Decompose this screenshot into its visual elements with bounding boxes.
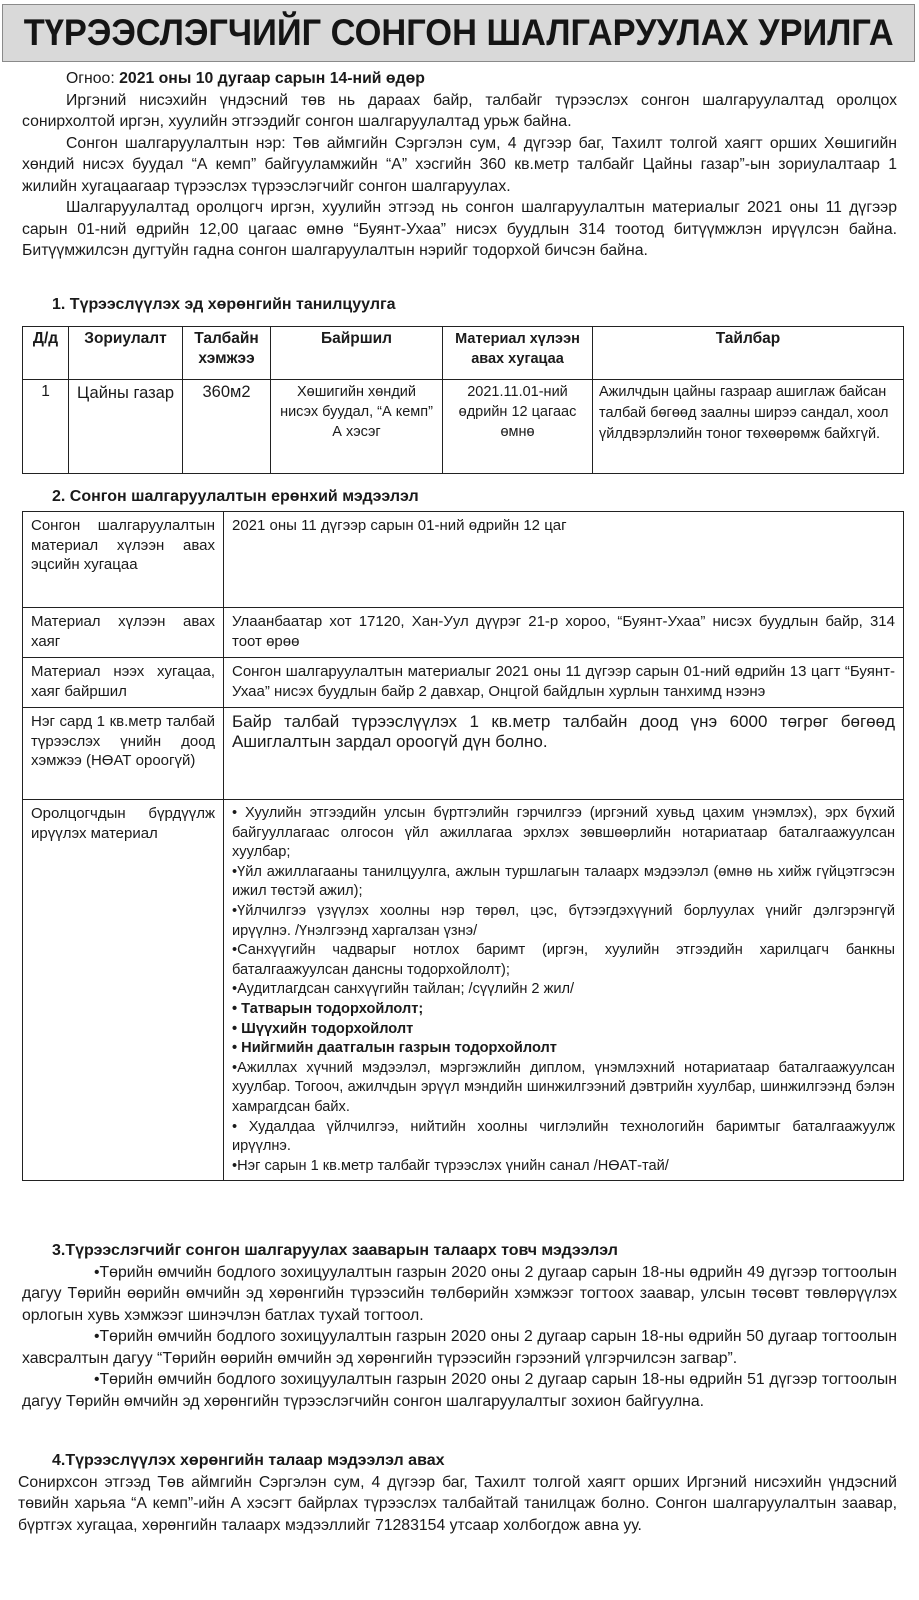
list-item: •Ажиллах хүчний мэдээлэл, мэргэжлийн диплом, үнэмлэхний нотариатаар баталгаажуулсан хуулбар. Тогооч, ажилчдын эрүүл мэндийн шинжилгээний дэвтрийн хуулбар, шинжилгээнд бэлэн хамрагдсан байх. <box>232 1059 895 1115</box>
deadline-value: 2021 оны 11 дүгээр сарын 01-ний өдрийн 12 цаг <box>224 512 904 608</box>
section-2-heading: 2. Сонгон шалгаруулалтын ерөнхий мэдээлэл <box>52 488 419 505</box>
address-value: Улаанбаатар хот 17120, Хан-Уул дүүрэг 21-р хороо, “Буянт-Ухаа” нисэх буудлын байр, 314 тоот өрөө <box>224 608 904 658</box>
list-item: • Худалдаа үйлчилгээ, нийтийн хоолны чиглэлийн технологийн баримтыг баталгаажуулж ирүүлнэ. <box>232 1118 895 1155</box>
intro-paragraph-3: Шалгаруулалтад оролцогч иргэн, хуулийн этгээд нь сонгон шалгаруулалтын материалыг 2021 оны 11 дүгээр сарын 01-ний өдрийн 12,00 цагаас өмнө “Буянт-Ухаа” нисэх буудлын 314 тоотод битүүмжлэн ирүүлсэн байна. Битүүмжилсэн дугтуйн гадна сонгон шалгаруулалтын нэрийг тодорхой бичсэн байна. <box>22 199 897 259</box>
header-deadline: Материал хүлээн авах хугацаа <box>443 327 593 380</box>
cell-note: Ажилчдын цайны газраар ашиглаж байсан талбай бөгөөд заалны ширээ сандал, хоол үйлдвэрлэлийн тоног төхөөрөмж байхгүй. <box>593 380 904 474</box>
table-row <box>23 380 904 474</box>
date-value: 2021 оны 10 дугаар сарын 14-ний өдөр <box>119 70 425 87</box>
address-label: Материал хүлээн авах хаяг <box>23 608 224 658</box>
section-4-paragraph: Сонирхсон этгээд Төв аймгийн Сэргэлэн сум, 4 дүгээр баг, Тахилт толгой хаягт орших Иргэний нисэхийн үндэсний төвийн харьяа “А кемп”-ийн А хэсэгт байрлах түрээслэх талбайтай танилцаж болно. Сонгон шалгаруулалтын заавар, бүртгэх хугацаа, хөрөнгийн талаарх мэдээллийг 71283154 утсаар холбогдож авна уу. <box>18 1473 897 1534</box>
section-3-heading: 3.Түрээслэгчийг сонгон шалгаруулах зааварын талаарх товч мэдээлэл <box>52 1242 618 1259</box>
section-3 <box>0 1240 919 1412</box>
cell-area: 360м2 <box>183 380 271 474</box>
list-item: • Нийгмийн даатгалын газрын тодорхойлолт <box>232 1040 557 1057</box>
deadline-label: Сонгон шалгаруулалтын материал хүлээн авах эцсийн хугацаа <box>23 512 224 608</box>
table-row <box>23 512 904 608</box>
list-item: •Үйлчилгээ үзүүлэх хоолны нэр төрөл, цэс, бүтээгдэхүүний борлуулах үнийг дэлгэрэнгүй ирүүлнэ. /Үнэлгээнд харгалзан үзнэ/ <box>232 902 895 939</box>
list-item: •Үйл ажиллагааны танилцуулга, ажлын туршлагын талаарх мэдээлэл (өмнө нь хийж гүйцэтгэсэн ижил төстэй ажил); <box>232 863 895 900</box>
cell-purpose: Цайны газар <box>69 380 183 474</box>
table-row <box>23 608 904 658</box>
header-no: Д/д <box>23 327 69 380</box>
general-info-table <box>22 511 904 1181</box>
table-row <box>23 708 904 800</box>
section-3-paragraph-2: •Төрийн өмчийн бодлого зохицуулалтын газрын 2020 оны 2 дугаар сарын 18-ны өдрийн 50 дугаар тогтоолын хавсралтын дагуу “Төрийн өөрийн өмчийн эд хөрөнгийн түрээсийн гэрээний үлгэрчилсэн загвар”. <box>22 1328 897 1367</box>
min-price-value: Байр талбай түрээслүүлэх 1 кв.метр талбайн доод үнэ 6000 төгрөг бөгөөд Ашиглалтын зардал ороогүй дүн болно. <box>224 708 904 800</box>
cell-no: 1 <box>23 380 69 474</box>
documents-list <box>224 800 904 1181</box>
documents-label: Оролцогчдын бүрдүүлж ирүүлэх материал <box>23 800 224 1181</box>
date-line <box>22 68 897 90</box>
list-item: • Шүүхийн тодорхойлолт <box>232 1020 414 1037</box>
intro-paragraph-1: Иргэний нисэхийн үндэсний төв нь дараах байр, талбайг түрээслэх сонгон шалгаруулалтад оролцох сонирхолтой иргэн, хуулийн этгээдийг сонгон шалгаруулалтад урьж байна. <box>22 91 897 130</box>
table-row <box>23 658 904 708</box>
opening-value: Сонгон шалгаруулалтын материалыг 2021 оны 11 дүгээр сарын 01-ний өдрийн 13 цагт “Буянт-Ухаа” нисэх буудлын байр 2 давхар, Онцгой байдлын хурлын танхимд нээнэ <box>224 658 904 708</box>
cell-location: Хөшигийн хөндий нисэх буудал, “А кемп” А хэсэг <box>271 380 443 474</box>
section-3-paragraph-1: •Төрийн өмчийн бодлого зохицуулалтын газрын 2020 оны 2 дугаар сарын 18-ны өдрийн 49 дүгээр тогтоолын дагуу Төрийн өөрийн өмчийн эд хөрөнгийн түрээсийн төлбөрийн хэмжээг тогтоох заавар, улсын төсөвт төвлөрүүлэх орлогын хувь хэмжээг шинэчлэн батлах тухай тогтоол. <box>22 1263 897 1324</box>
section-4-heading: 4.Түрээслүүлэх хөрөнгийн талаар мэдээлэл авах <box>52 1452 445 1469</box>
section-4 <box>0 1450 919 1536</box>
intro-paragraph-2: Сонгон шалгаруулалтын нэр: Төв аймгийн Сэргэлэн сум, 4 дүгээр баг, Тахилт толгой хаягт орших Хөшигийн хөндий нисэх буудал “А кемп” байгууламжийн “А” хэсгийн 360 кв.метр талбайг Цайны газар”-ын зориулалтаар 1 жилийн хугацаагаар түрээслэх түрээслэгчийг сонгон шалгаруулах. <box>22 134 897 195</box>
intro-section <box>0 68 919 262</box>
list-item: • Хуулийн этгээдийн улсын бүртгэлийн гэрчилгээ (иргэний хувьд цахим үнэмлэх), эрх бүхий байгууллагаас олгосон үйл ажиллагаа эрхлэх зөвшөөрлийн нотариатаар баталгаажуулсан хуулбар; <box>232 805 895 861</box>
cell-deadline: 2021.11.01-ний өдрийн 12 цагаас өмнө <box>443 380 593 474</box>
list-item: •Аудитлагдсан санхүүгийн тайлан; /сүүлийн 2 жил/ <box>232 981 575 998</box>
header-area: Талбайн хэмжээ <box>183 327 271 380</box>
section-1-heading: 1. Түрээслүүлэх эд хөрөнгийн танилцуулга <box>52 296 396 313</box>
table-row <box>23 800 904 1181</box>
list-item: • Татварын тодорхойлолт; <box>232 1000 424 1017</box>
property-table <box>22 326 904 474</box>
header-location: Байршил <box>271 327 443 380</box>
header-note: Тайлбар <box>593 327 904 380</box>
header-purpose: Зориулалт <box>69 327 183 380</box>
section-3-paragraph-3: •Төрийн өмчийн бодлого зохицуулалтын газрын 2020 оны 2 дугаар сарын 18-ны өдрийн 51 дүгээр тогтоолын дагуу Төрийн өмчийн эд хөрөнгийн түрээслэгчийн сонгон шалгаруулалтыг зохион байгуулна. <box>22 1371 897 1410</box>
page-title: ТҮРЭЭСЛЭГЧИЙГ СОНГОН ШАЛГАРУУЛАХ УРИЛГА <box>23 12 894 53</box>
property-table-header <box>23 327 904 380</box>
min-price-label: Нэг сард 1 кв.метр талбай түрээслэх үнийн доод хэмжээ (НӨАТ ороогүй) <box>23 708 224 800</box>
list-item: •Санхүүгийн чадварыг нотлох баримт (иргэн, хуулийн этгээдийн харилцагч банкны баталгаажуулсан дансны тодорхойлолт); <box>232 942 895 978</box>
title-banner <box>2 4 915 62</box>
date-label: Огноо: <box>66 70 120 87</box>
list-item: •Нэг сарын 1 кв.метр талбайг түрээслэх үнийн санал /НӨАТ-тай/ <box>232 1157 669 1174</box>
opening-label: Материал нээх хугацаа, хаяг байршил <box>23 658 224 708</box>
